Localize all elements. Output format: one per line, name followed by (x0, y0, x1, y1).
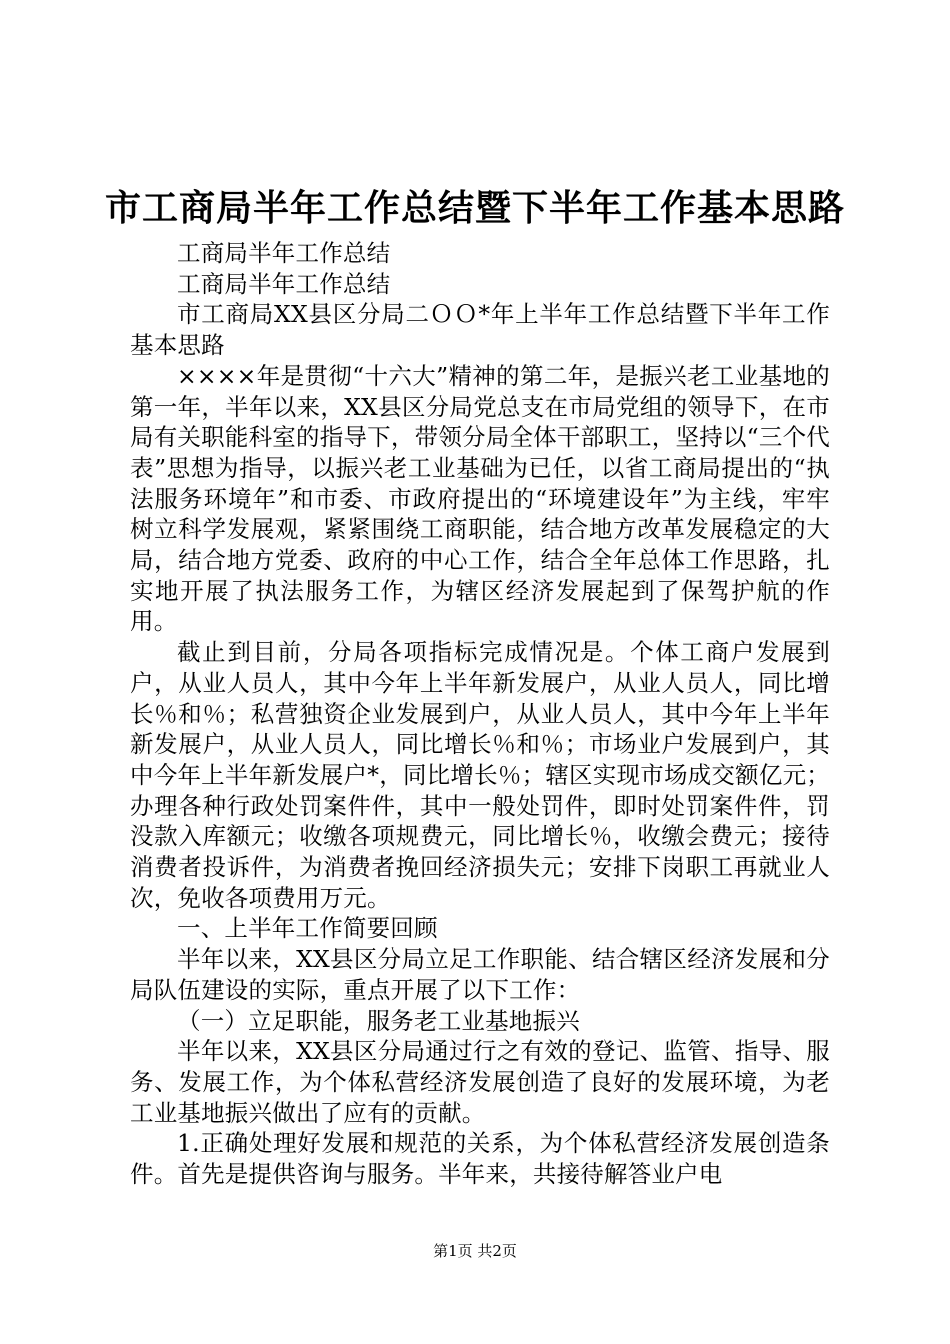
paragraph-subsection-1: 半年以来，XX县区分局通过行之有效的登记、监管、指导、服务、发展工作，为个体私营经济发展创造了良好的发展环境，为老工业基地振兴做出了应有的贡献。 (130, 1037, 830, 1127)
paragraph-heading-1: 工商局半年工作总结 (177, 239, 391, 267)
paragraph-heading-2: 工商局半年工作总结 (177, 269, 391, 298)
paragraph-indicators: 截止到目前，分局各项指标完成情况是。个体工商户发展到户，从业人员人，其中今年上半年新发展户，从业人员人，同比增长％和％；私营独资企业发展到户，从业人员人，其中今年上半年新发展户，从业人员人，同比增长％和％；市场业户发展到户，其中今年上半年新发展户*，同比增长％；辖区实现市场成交额亿元；办理各种行政处罚案件件，其中一般处罚件，即时处罚案件件，罚没款入库额元；收缴各项规费元，同比增长％，收缴会费元；接待消费者投诉件，为消费者挽回经济损失元；安排下岗职工再就业人次，免收各项费用万元。 (130, 638, 830, 912)
page-number-footer: 第1页 共2页 (433, 1242, 517, 1260)
section-heading-review: 一、上半年工作简要回顾 (177, 914, 438, 943)
subsection-heading-1: （一）立足职能，服务老工业基地振兴 (177, 1006, 580, 1035)
paragraph-review-intro: 半年以来，XX县区分局立足工作职能、结合辖区经济发展和分局队伍建设的实际，重点开展了以下工作： (130, 945, 830, 1004)
document-body (130, 238, 830, 1190)
paragraph-intro: ××××年是贯彻“十六大”精神的第二年，是振兴老工业基地的第一年，半年以来，XX县区分局党总支在市局党组的领导下，在市局有关职能科室的指导下，带领分局全体干部职工，坚持以“三个代表”思想为指导，以振兴老工业基础为已任，以省工商局提出的“执法服务环境年”和市委、市政府提出的“环境建设年”为主线，牢牢树立科学发展观，紧紧围绕工商职能，结合地方改革发展稳定的大局，结合地方党委、政府的中心工作，结合全年总体工作思路，扎实地开展了执法服务工作，为辖区经济发展起到了保驾护航的作用。 (130, 361, 830, 636)
paragraph-item-1: 1.正确处理好发展和规范的关系，为个体私营经济发展创造条件。首先是提供咨询与服务。半年来，共接待解答业户电 (130, 1129, 830, 1189)
document-title: 市工商局半年工作总结暨下半年工作基本思路 (104, 187, 845, 229)
paragraph-subtitle: 市工商局XX县区分局二ＯＯ*年上半年工作总结暨下半年工作基本思路 (130, 300, 830, 360)
